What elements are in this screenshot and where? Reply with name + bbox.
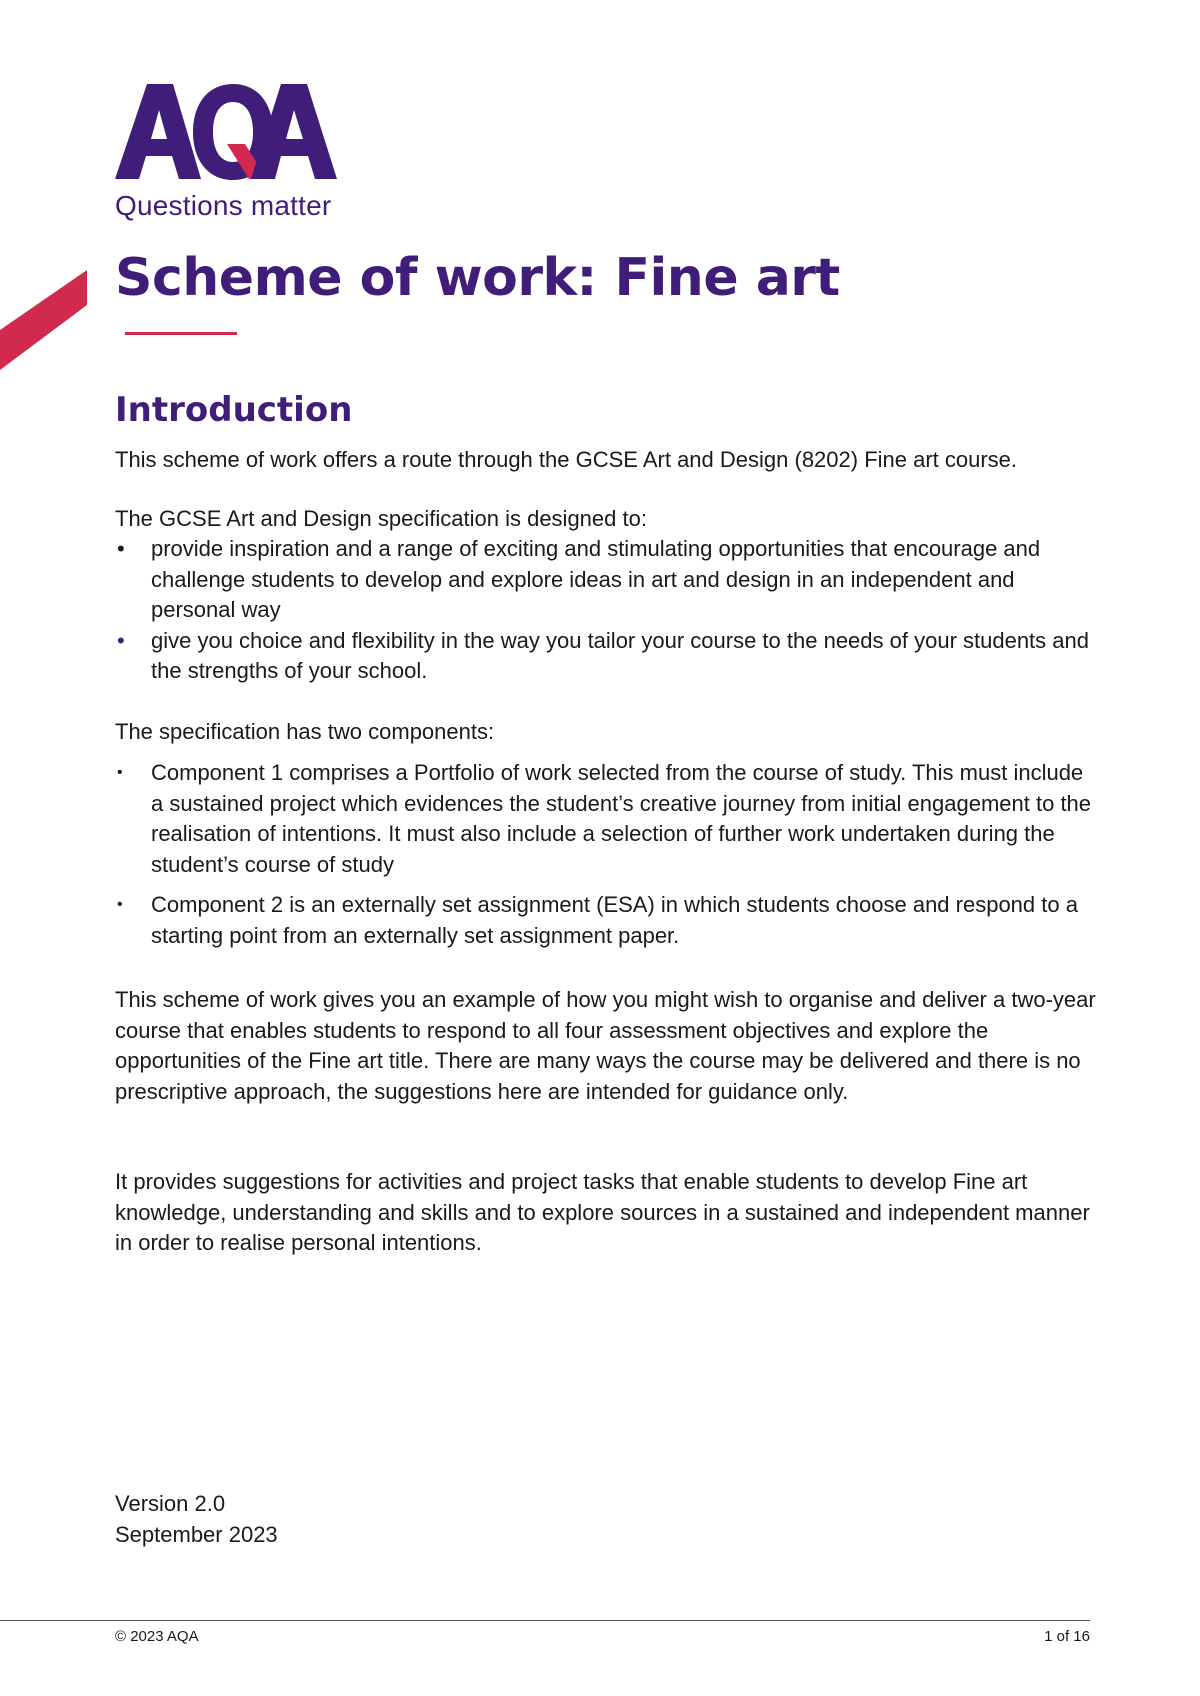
bullet-icon: • (117, 627, 125, 653)
components-list (115, 758, 1100, 961)
spec-aims-list (115, 534, 1100, 687)
bullet-icon: • (117, 764, 123, 781)
list-item (115, 626, 1100, 687)
list-item (115, 534, 1100, 626)
list-item (115, 758, 1100, 880)
list-item-text: provide inspiration and a range of exciting and stimulating opportunities that encourage and challenge students to develop and explore ideas in art and design in an independent and personal way (151, 536, 1041, 622)
list-item-text: give you choice and flexibility in the way you tailor your course to the needs of your students and the strengths of your school. (151, 627, 1089, 683)
bullet-icon: • (117, 896, 123, 913)
logo-tagline: Questions matter (115, 190, 332, 221)
list-item-text: Component 1 comprises a Portfolio of work selected from the course of study. This must include a sustained project which evidences the student’s creative journey from initial engagement to the realisation of intentions. It must also include a selection of further work undertaken during the student’s course of study (151, 760, 1092, 877)
section-heading: Introduction (115, 390, 353, 430)
aqa-logo (115, 84, 337, 184)
version-label: Version 2.0 (115, 1491, 226, 1516)
list-item (115, 890, 1100, 951)
components-lead-paragraph: The specification has two components: (115, 719, 495, 744)
version-date: September 2023 (115, 1521, 278, 1547)
footer-page-number: 1 of 16 (1044, 1628, 1090, 1645)
bullet-icon: • (117, 536, 125, 561)
suggestions-paragraph: It provides suggestions for activities and project tasks that enable students to develop Fine art knowledge, understanding and skills and to explore sources in a sustained and independent manner in order to realise personal intentions. (115, 1169, 1090, 1255)
decorative-stripe-icon (0, 270, 95, 390)
footer-copyright: © 2023 AQA (115, 1628, 199, 1645)
version-block (115, 1489, 278, 1550)
spec-lead-paragraph: The GCSE Art and Design specification is designed to: (115, 506, 647, 531)
page-title: Scheme of work: Fine art (115, 248, 840, 308)
aqa-logo-mark-icon (115, 84, 337, 184)
title-underline (125, 332, 237, 335)
list-item-text: Component 2 is an externally set assignment (ESA) in which students choose and respond to a starting point from an externally set assignment paper. (151, 892, 1078, 948)
intro-paragraph: This scheme of work offers a route through the GCSE Art and Design (8202) Fine art course. (115, 447, 1018, 472)
footer-divider (0, 1620, 1090, 1621)
example-paragraph: This scheme of work gives you an example of how you might wish to organise and deliver a two-year course that enables students to respond to all four assessment objectives and explore the opportunities of the Fine art title. There are many ways the course may be delivered and there is no prescriptive approach, the suggestions here are intended for guidance only. (115, 987, 1096, 1104)
